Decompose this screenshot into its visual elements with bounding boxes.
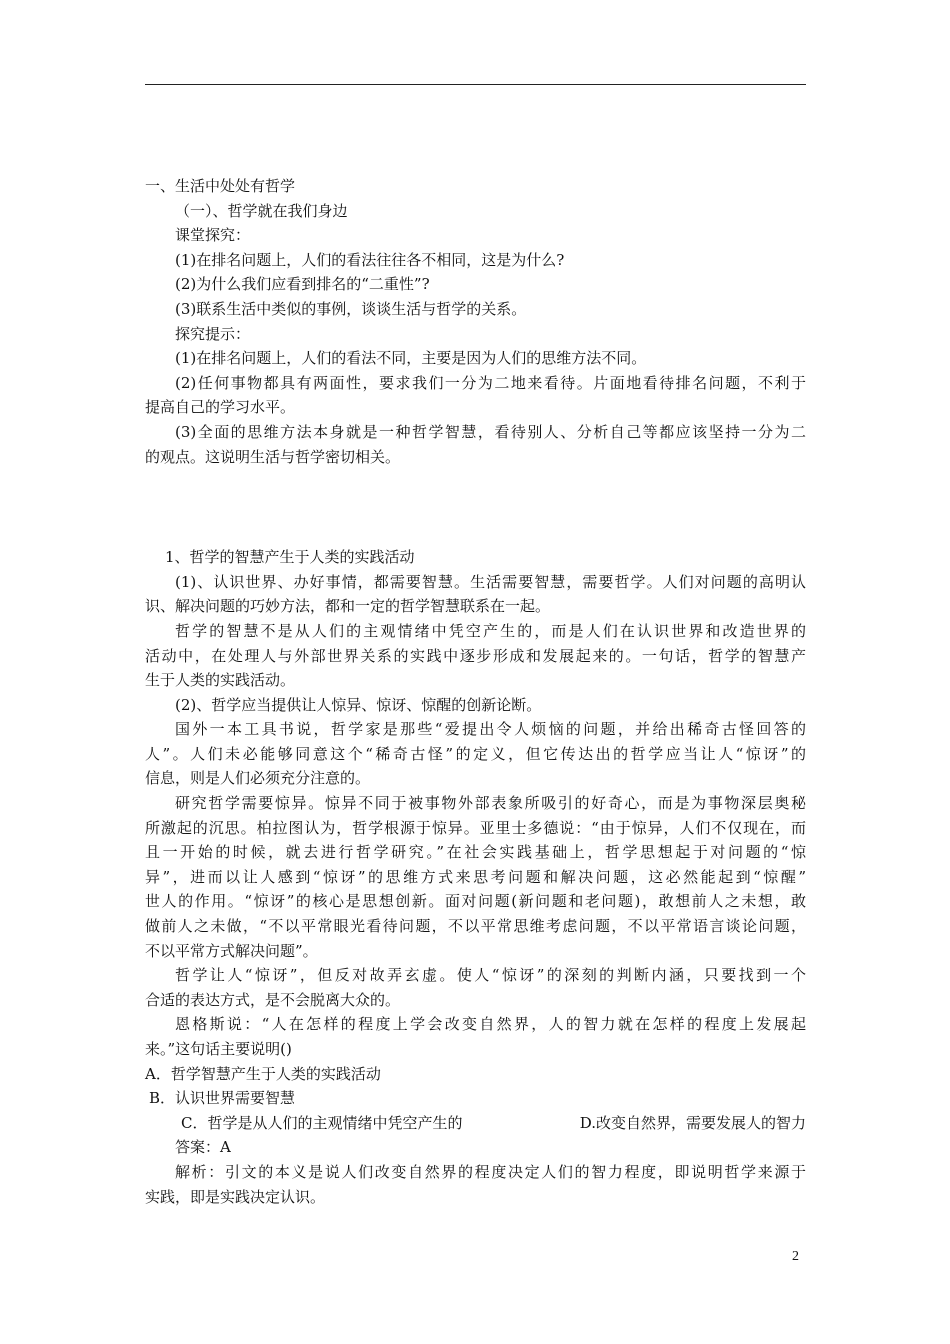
paragraph-line: 国外一本工具书说，哲学家是那些“爱提出令人烦恼的问题，并给出稀奇古怪回答的 <box>175 720 806 739</box>
hint-label: 探究提示： <box>175 324 251 343</box>
section-heading: 一、生活中处处有哲学 <box>145 177 296 195</box>
option-d: D.改变自然界，需要发展人的智力 <box>579 1113 806 1132</box>
paragraph-line: 世人的作用。“惊讶”的核心是思想创新。面对问题(新问题和老问题)，敢想前人之未想，敢 <box>145 892 806 911</box>
page-number: 2 <box>792 1249 799 1264</box>
hint-line: 提高自己的学习水平。 <box>145 398 296 417</box>
document-body <box>145 174 806 1209</box>
paragraph-line: 合适的表达方式，是不会脱离大众的。 <box>145 990 401 1009</box>
explore-label: 课堂探究： <box>175 226 251 245</box>
answer-line: 答案：A <box>175 1138 231 1157</box>
header-rule <box>145 84 806 85</box>
paragraph-line: 识、解决问题的巧妙方法，都和一定的哲学智慧联系在一起。 <box>145 597 551 616</box>
analysis-line: 实践，即是实践决定认识。 <box>145 1187 326 1206</box>
options-row <box>145 1111 806 1136</box>
question-text: 恩格斯说：“人在怎样的程度上学会改变自然界，人的智力就在怎样的程度上发展起 <box>175 1015 806 1034</box>
spacer <box>145 469 806 545</box>
paragraph-line: 哲学让人“惊讶”，但反对故弄玄虚。使人“惊讶”的深刻的判断内涵，只要找到一个 <box>175 966 806 985</box>
hint-line: 的观点。这说明生活与哲学密切相关。 <box>145 447 401 466</box>
paragraph-line: 活动中，在处理人与外部世界关系的实践中逐步形成和发展起来的。一句话，哲学的智慧产 <box>145 646 806 665</box>
hint-line: (1)在排名问题上，人们的看法不同，主要是因为人们的思维方法不同。 <box>175 349 647 368</box>
question-text: 来。”这句话主要说明() <box>145 1040 292 1058</box>
paragraph-line: 做前人之未做，“不以平常眼光看待问题，不以平常思维考虑问题，不以平常语言谈论问题， <box>145 917 806 936</box>
paragraph-line: 所激起的沉思。柏拉图认为，哲学根源于惊异。亚里士多德说：“由于惊异，人们不仅现在，而 <box>145 818 806 837</box>
analysis-line: 解析：引文的本义是说人们改变自然界的程度决定人们的智力程度，即说明哲学来源于 <box>175 1162 806 1181</box>
question-line: (2)为什么我们应看到排名的“二重性”? <box>175 275 430 294</box>
paragraph-line: 研究哲学需要惊异。惊异不同于被事物外部表象所吸引的好奇心，而是为事物深层奥秘 <box>175 794 806 813</box>
paragraph-line: 不以平常方式解决问题”。 <box>145 941 318 960</box>
paragraph-line: 人”。人们未必能够同意这个“稀奇古怪”的定义，但它传达出的哲学应当让人“惊讶”的 <box>145 744 806 763</box>
option-c: C．哲学是从人们的主观情绪中凭空产生的 <box>181 1113 463 1132</box>
question-line: (1)在排名问题上，人们的看法往往各不相同，这是为什么? <box>175 250 565 269</box>
paragraph-line: 生于人类的实践活动。 <box>145 671 296 690</box>
section-heading-2: 1、哲学的智慧产生于人类的实践活动 <box>165 548 415 567</box>
question-line: (3)联系生活中类似的事例，谈谈生活与哲学的关系。 <box>175 299 527 318</box>
hint-line: (2)任何事物都具有两面性，要求我们一分为二地来看待。片面地看待排名问题，不利于 <box>175 373 806 392</box>
subsection-heading: （一）、哲学就在我们身边 <box>175 201 348 220</box>
hint-line: (3)全面的思维方法本身就是一种哲学智慧，看待别人、分析自己等都应该坚持一分为二 <box>175 422 806 441</box>
paragraph-line: (1)、认识世界、办好事情，都需要智慧。生活需要智慧，需要哲学。人们对问题的高明认 <box>175 572 806 591</box>
paragraph-line: (2)、哲学应当提供让人惊异、惊讶、惊醒的创新论断。 <box>175 695 542 714</box>
paragraph-line: 哲学的智慧不是从人们的主观情绪中凭空产生的，而是人们在认识世界和改造世界的 <box>175 621 806 640</box>
paragraph-line: 且一开始的时候，就去进行哲学研究。”在社会实践基础上，哲学思想起于对问题的“惊 <box>145 843 806 862</box>
option-b: B．认识世界需要智慧 <box>149 1089 296 1108</box>
paragraph-line: 信息，则是人们必须充分注意的。 <box>145 769 371 788</box>
option-a: A．哲学智慧产生于人类的实践活动 <box>145 1064 381 1083</box>
paragraph-line: 异”，进而以让人感到“惊讶”的思维方式来思考问题和解决问题，这必然能起到“惊醒” <box>145 867 806 886</box>
